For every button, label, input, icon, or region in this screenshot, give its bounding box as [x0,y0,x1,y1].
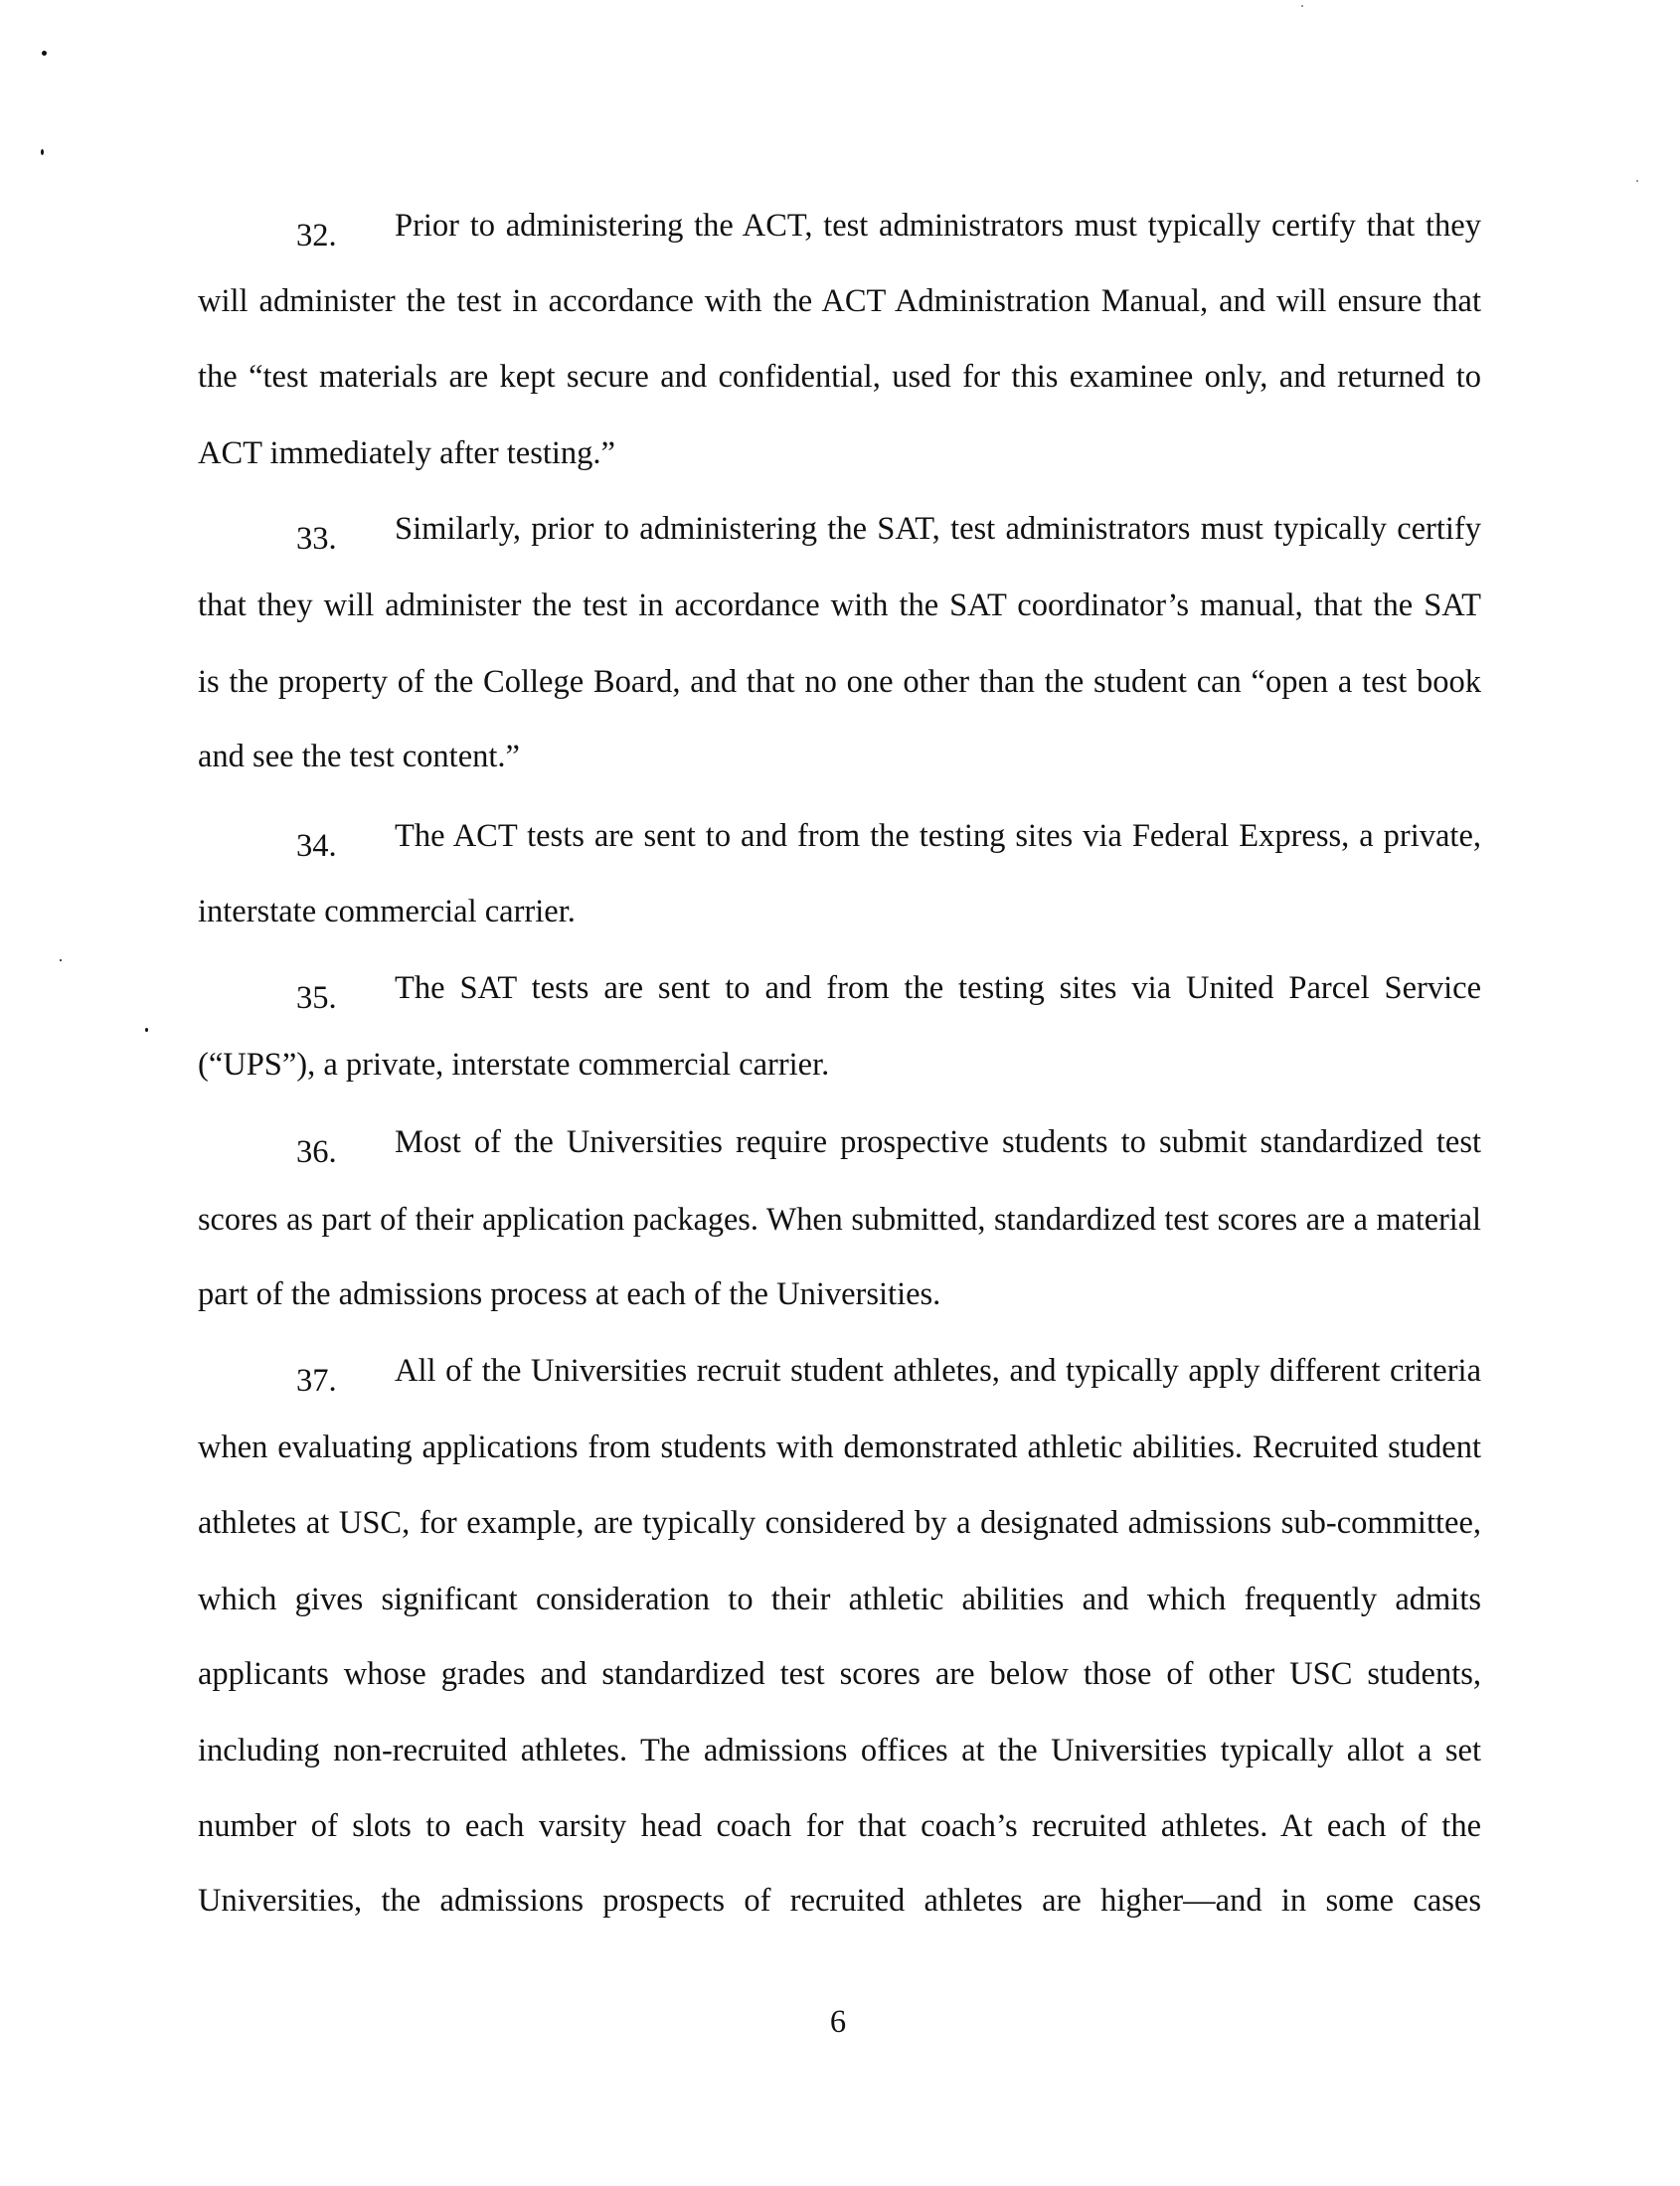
paragraph-line: scores as part of their application packages. When submitted, standardized test scores are a material [198,1201,1481,1237]
paragraph-line [296,968,1481,1016]
paragraph-line: (“UPS”), a private, interstate commercial carrier. [198,1047,830,1083]
paragraph-line: which gives significant consideration to their athletic abilities and which frequently admits [198,1582,1481,1617]
paragraph-line: the “test materials are kept secure and confidential, used for this examinee only, and returned to [198,359,1481,395]
paragraph-text: All of the Universities recruit student athletes, and typically apply different criteria [395,1353,1481,1389]
scan-speck [1636,180,1638,182]
paragraph-line [296,206,1481,253]
paragraph-line: part of the admissions process at each of the Universities. [198,1276,941,1312]
scan-speck [1301,5,1303,7]
scan-speck [42,51,47,56]
paragraph-text: Prior to administering the ACT, test administrators must typically certify that they [395,208,1481,244]
paragraph-line: when evaluating applications from students with demonstrated athletic abilities. Recruited student [198,1429,1481,1465]
paragraph-line: and see the test content.” [198,739,520,774]
paragraph-line [296,1351,1481,1399]
paragraph-line: is the property of the College Board, and that no one other than the student can “open a test book [198,664,1481,700]
paragraph-line: ACT immediately after testing.” [198,435,615,471]
paragraph-line: applicants whose grades and standardized test scores are below those of other USC students, [198,1656,1481,1692]
page-number: 6 [829,2004,847,2040]
paragraph-number: 32. [296,218,337,253]
paragraph-number: 37. [296,1363,337,1399]
paragraph-number: 33. [296,521,337,557]
paragraph-text: The SAT tests are sent to and from the testing sites via United Parcel Service [395,970,1481,1006]
paragraph-line: including non-recruited athletes. The admissions offices at the Universities typically allot a set [198,1733,1481,1768]
scan-speck [60,959,62,961]
paragraph-line [296,509,1481,557]
paragraph-line [296,816,1481,864]
paragraph-line: that they will administer the test in accordance with the SAT coordinator’s manual, that the SAT [198,588,1481,623]
scan-speck [41,149,44,155]
paragraph-text: Similarly, prior to administering the SAT, test administrators must typically certify [395,511,1481,547]
paragraph-line: will administer the test in accordance with the ACT Administration Manual, and will ensure that [198,283,1481,319]
paragraph-line [296,1122,1481,1170]
scan-speck [145,1028,148,1032]
paragraph-text: Most of the Universities require prospective students to submit standardized test [395,1124,1481,1160]
paragraph-line: Universities, the admissions prospects of recruited athletes are higher—and in some cases [198,1883,1481,1919]
paragraph-line: number of slots to each varsity head coach for that coach’s recruited athletes. At each of the [198,1808,1481,1844]
paragraph-number: 36. [296,1134,337,1170]
paragraph-text: The ACT tests are sent to and from the testing sites via Federal Express, a private, [395,818,1481,854]
paragraph-line: interstate commercial carrier. [198,894,576,929]
paragraph-number: 34. [296,828,337,864]
paragraph-line: athletes at USC, for example, are typically considered by a designated admissions sub-committee, [198,1505,1481,1541]
paragraph-number: 35. [296,980,337,1016]
